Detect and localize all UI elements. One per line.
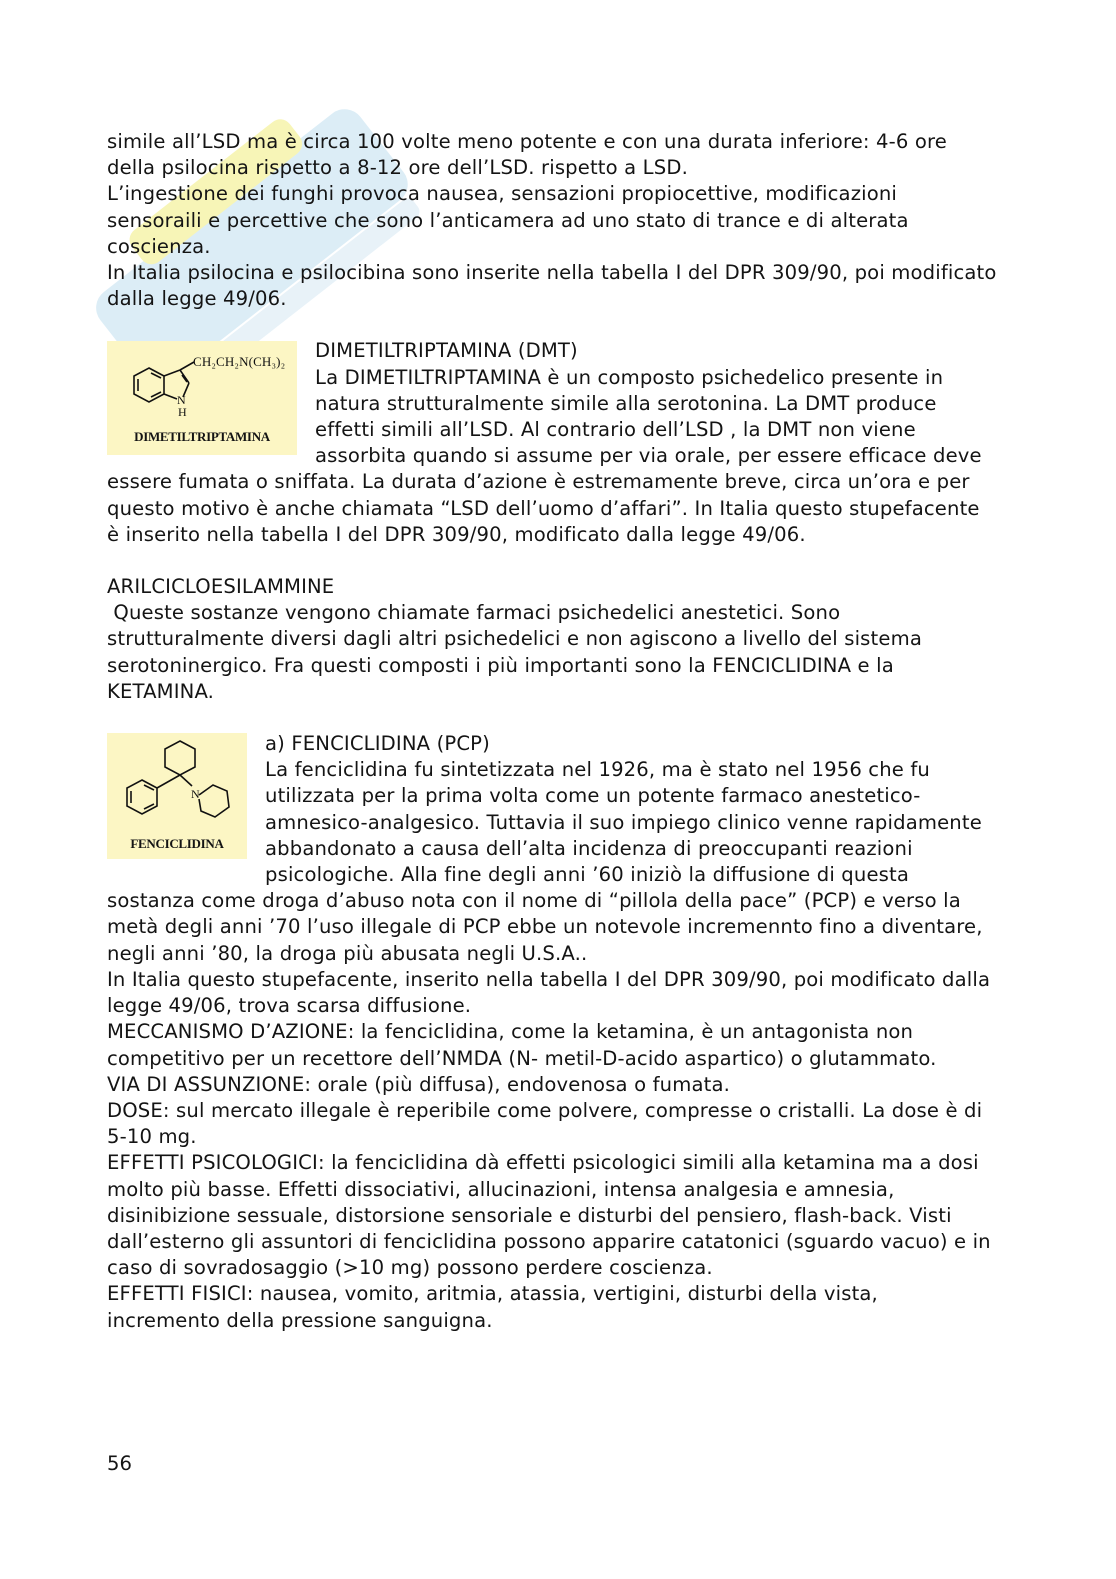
pcp-paragraph-effetti-fisici: EFFETTI FISICI: nausea, vomito, aritmia, atassia, vertigini, disturbi della vista, incremento della pressione sanguigna.	[107, 1282, 878, 1332]
dmt-hydrogen-atom: H	[178, 405, 187, 420]
intro-paragraph-1: simile all’LSD ma è circa 100 volte meno potente e con una durata inferiore: 4-6 ore della psilocina rispetto a 8-12 ore dell’LSD. rispetto a LSD.	[107, 130, 948, 180]
dmt-body: La DIMETILTRIPTAMINA è un composto psichedelico presente in natura strutturalmente simile alla serotonina. La DMT produce effetti simili all’LSD. Al contrario dell’LSD , la DMT non viene assorbita quando si assume per via orale, per essere efficace deve essere fumata o sniffata. La durata d’azione è estremamente breve, circa un’ora e per questo motivo è anche chiamata “LSD dell’uomo d’affari”. In Italia questo stupefacente è inserito nella tabella I del DPR 309/90, modificato dalla legge 49/06.	[107, 365, 982, 546]
page-number: 56	[107, 1452, 132, 1475]
dmt-figure-label: DIMETILTRIPTAMINA	[134, 429, 270, 445]
dmt-structure-figure	[107, 341, 297, 455]
pcp-paragraph-italia: In Italia questo stupefacente, inserito nella tabella I del DPR 309/90, poi modificato dalla legge 49/06, trova scarsa diffusione.	[107, 967, 991, 1018]
pcp-nitrogen-atom: N	[191, 787, 200, 802]
pcp-heading: a) FENCICLIDINA (PCP)	[265, 732, 490, 756]
pcp-body: La fenciclidina fu sintetizzata nel 1926, ma è stato nel 1956 che fu utilizzata per la prima volta come un potente farmaco anestetico- amnesico-analgesico. Tuttavia il suo impiego clinico venne rapidamente abbandonato a causa dell’alta incidenza di preoccupanti reazioni psicologiche. Alla fine degli anni ’60 iniziò la diffusione di questa sostanza come droga d’abuso nota con il nome di “pillola della pace” (PCP) e verso la metà degli anni ’70 l’uso illegale di PCP ebbe un notevole incremennto fino a diventare, negli anni ’80, la droga più abusata negli U.S.A..	[107, 758, 983, 965]
pcp-paragraph-effetti-psicologici: EFFETTI PSICOLOGICI: la fenciclidina dà effetti psicologici simili alla ketamina ma a dosi molto più basse. Effetti dissociativi, allucinazioni, intensa analgesia e amnesia, disinibizione sessuale, distorsione sensoriale e disturbi del pensiero, flash-back. Visti dall’esterno gli assuntori di fenciclidina possono apparire catatonici (sguardo vacuo) e in caso di sovradosaggio (>10 mg) possono perdere coscienza.	[107, 1151, 991, 1280]
aril-heading: ARILCICLOESILAMMINE	[107, 575, 335, 599]
intro-paragraph-2: L’ingestione dei funghi provoca nausea, sensazioni propiocettive, modificazioni sensoraili e percettive che sono l’anticamera ad uno stato di trance e di alterata coscienza.	[107, 182, 909, 258]
pcp-paragraph-dose: DOSE: sul mercato illegale è reperibile come polvere, compresse o cristalli. La dose è di 5-10 mg.	[107, 1098, 983, 1149]
pcp-figure-label: FENCICLIDINA	[130, 836, 224, 852]
document-page	[107, 129, 997, 1334]
intro-paragraph-3: In Italia psilocina e psilocibina sono inserite nella tabella I del DPR 309/90, poi modificato dalla legge 49/06.	[107, 261, 997, 311]
dmt-nitrogen-atom: N	[177, 393, 186, 408]
pcp-paragraph-via: VIA DI ASSUNZIONE: orale (più diffusa), endovenosa o fumata.	[107, 1072, 730, 1096]
aril-body: Queste sostanze vengono chiamate farmaci psichedelici anestetici. Sono strutturalmente diversi dagli altri psichedelici e non agiscono a livello del sistema serotoninergico. Fra questi composti i più importanti sono la FENCICLIDINA e la KETAMINA.	[107, 601, 929, 703]
dmt-side-chain-formula: CH₂CH₂N(CH₃)₂	[193, 354, 286, 370]
pcp-paragraph-meccanismo: MECCANISMO D’AZIONE: la fenciclidina, come la ketamina, è un antagonista non competitivo per un recettore dell’NMDA (N- metil-D-acido aspartico) o glutammato.	[107, 1020, 937, 1070]
pcp-structure-figure	[107, 733, 247, 859]
dmt-heading: DIMETILTRIPTAMINA (DMT)	[315, 339, 578, 363]
